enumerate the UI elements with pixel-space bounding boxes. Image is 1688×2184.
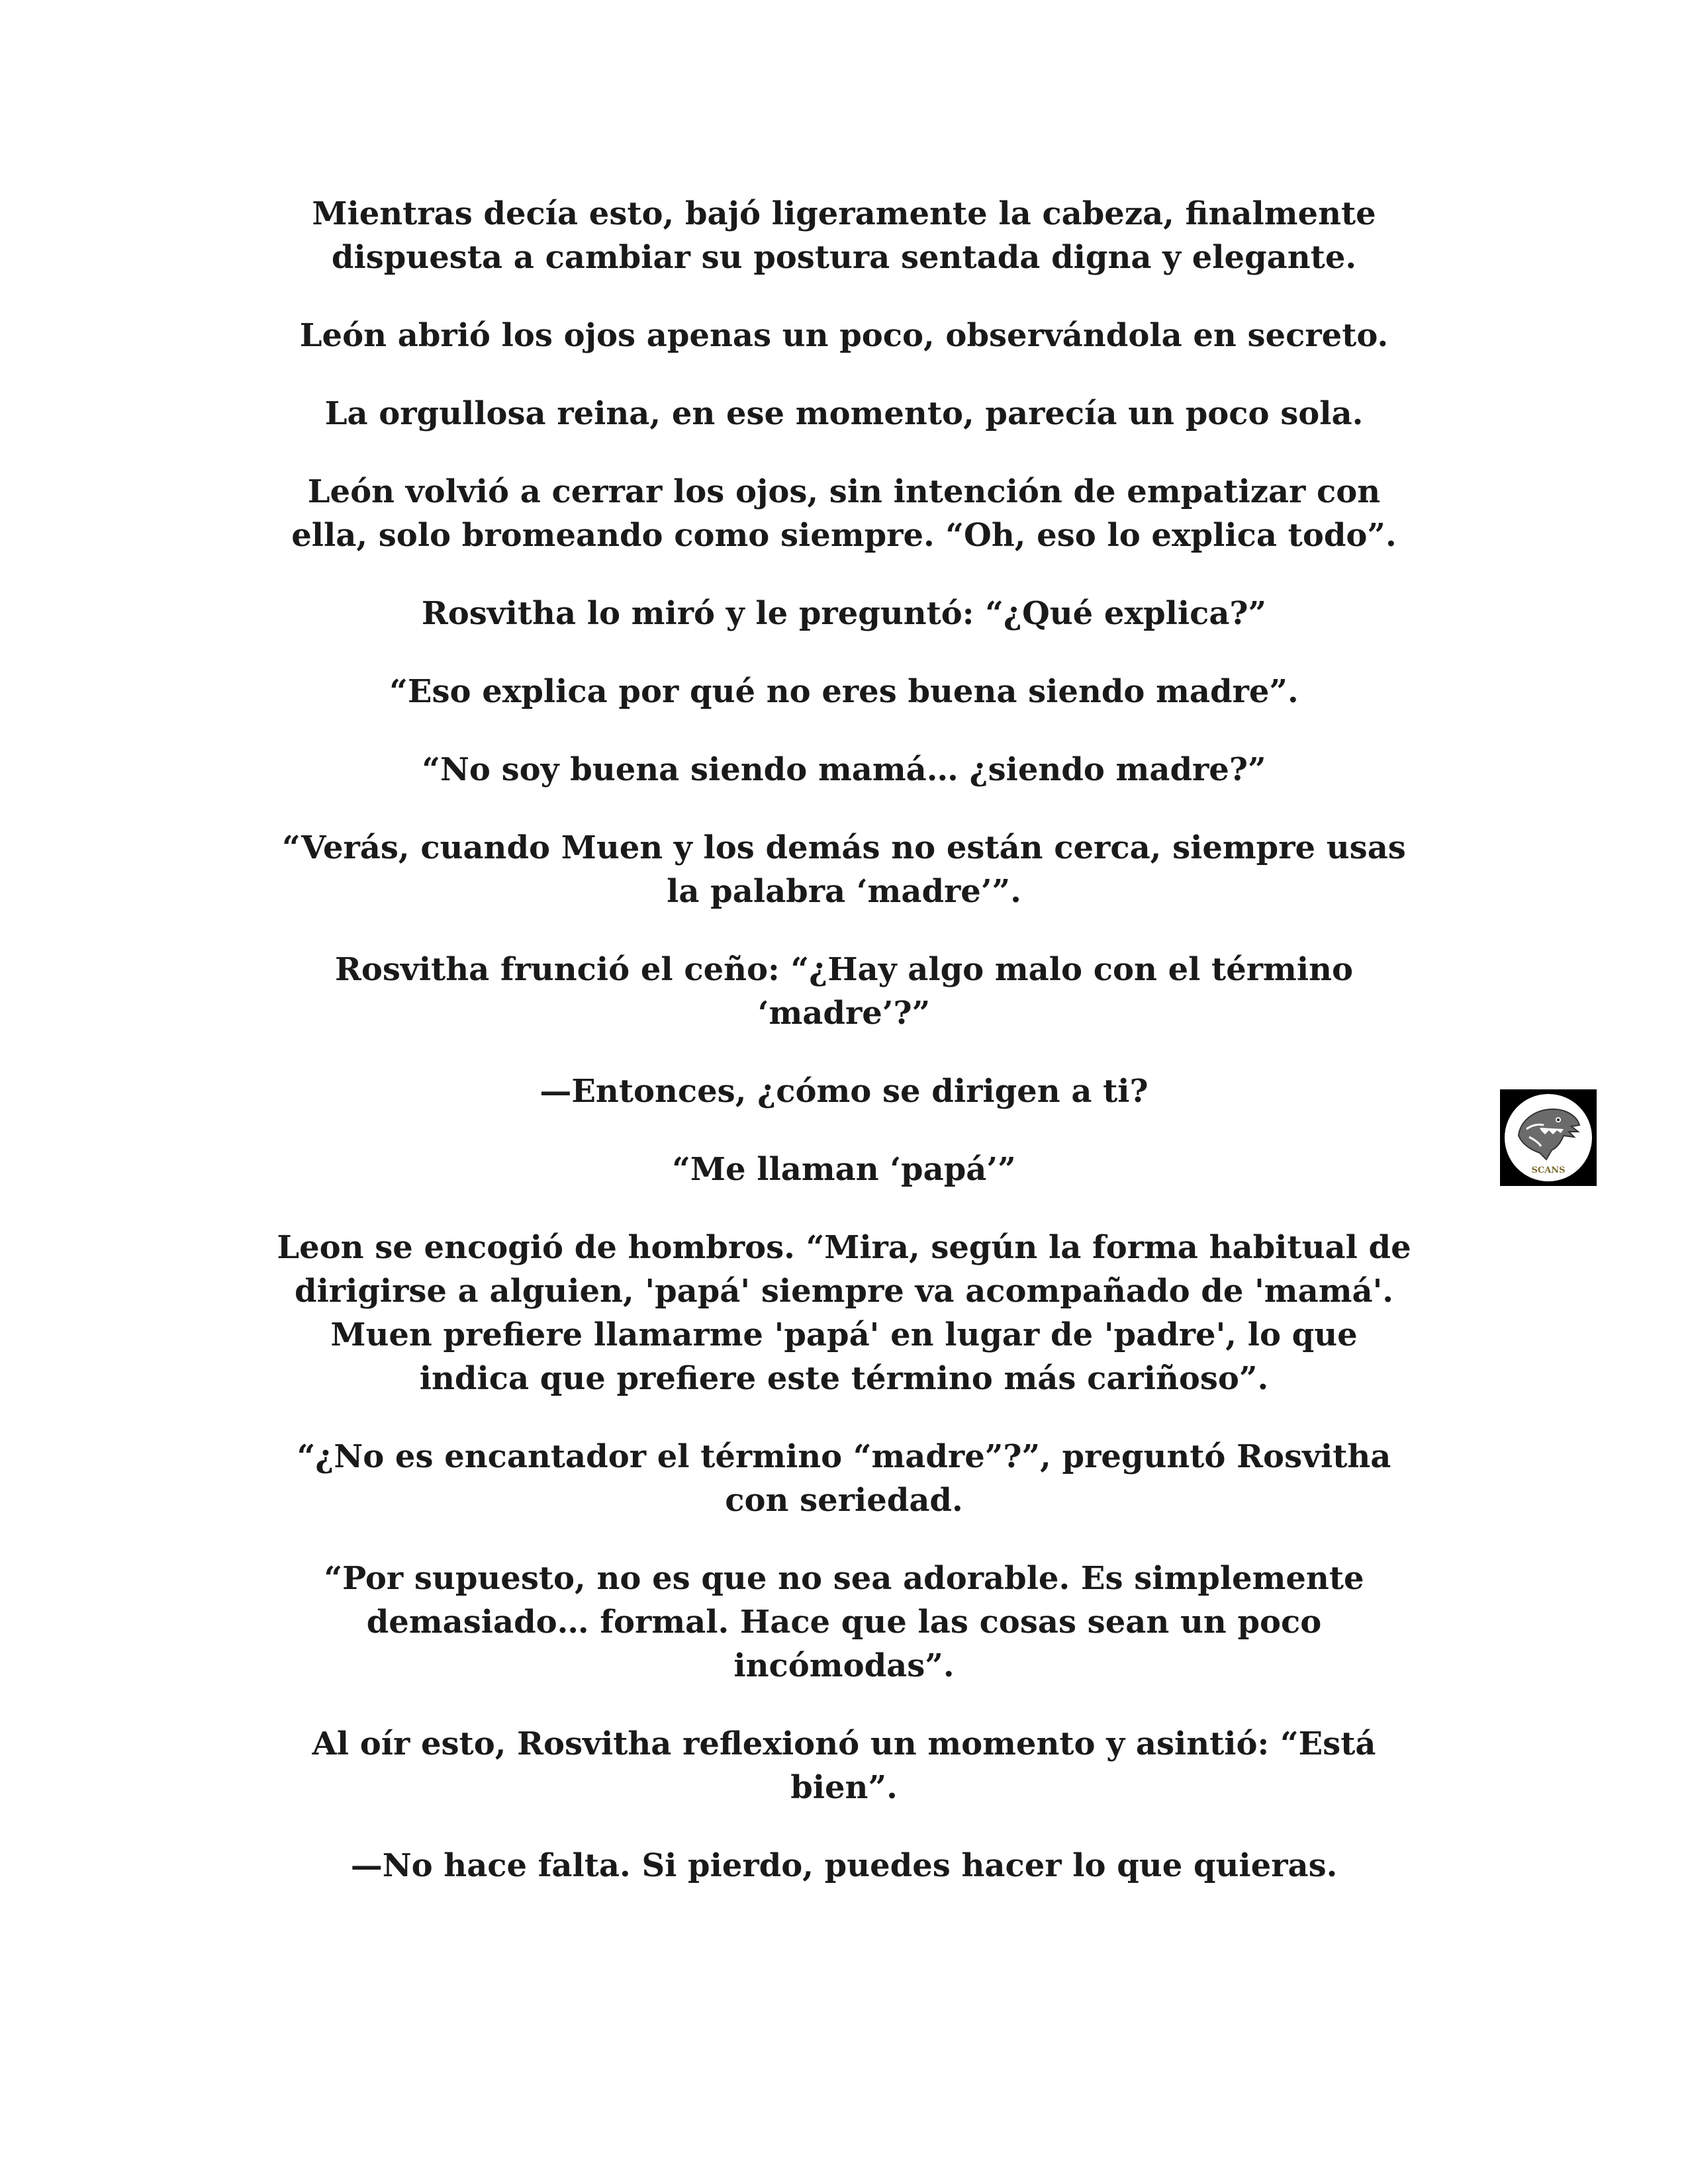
paragraph: León volvió a cerrar los ojos, sin intención de empatizar con ella, solo bromeando como siempre. “Oh, eso lo explica todo”. [291, 473, 1397, 554]
paragraph: Mientras decía esto, bajó ligeramente la cabeza, finalmente dispuesta a cambiar su postura sentada digna y elegante. [312, 195, 1376, 276]
paragraph: Al oír esto, Rosvitha reflexionó un momento y asintió: “Está bien”. [312, 1725, 1376, 1806]
paragraph: León abrió los ojos apenas un poco, observándola en secreto. [299, 317, 1389, 354]
paragraph: “No soy buena siendo mamá… ¿siendo madre?” [422, 751, 1266, 788]
paragraph: La orgullosa reina, en ese momento, parecía un poco sola. [324, 395, 1364, 432]
paragraph: Rosvitha lo miró y le preguntó: “¿Qué explica?” [421, 595, 1267, 632]
paragraph: Leon se encogió de hombros. “Mira, según la forma habitual de dirigirse a alguien, 'papá' siempre va acompañado de 'mamá'. Muen prefiere llamarme 'papá' en lugar de 'padre', lo que indica que prefiere este término más cariñoso”. [277, 1229, 1411, 1397]
paragraph: “Verás, cuando Muen y los demás no están cerca, siempre usas la palabra ‘madre’”. [282, 829, 1406, 910]
paragraph: —Entonces, ¿cómo se dirigen a ti? [539, 1073, 1149, 1110]
paragraph: “Me llaman ‘papá’” [672, 1151, 1016, 1188]
scans-watermark-logo [1500, 1089, 1597, 1186]
paragraph: “Eso explica por qué no eres buena siendo madre”. [389, 673, 1299, 710]
paragraph: “¿No es encantador el término “madre”?”, preguntó Rosvitha con seriedad. [297, 1438, 1391, 1519]
watermark-text: SCANS [1531, 1165, 1566, 1175]
dinosaur-head-logo-icon [1500, 1089, 1597, 1186]
story-text [218, 192, 1470, 1922]
paragraph: “Por supuesto, no es que no sea adorable. Es simplemente demasiado… formal. Hace que las cosas sean un poco incómodas”. [324, 1560, 1364, 1684]
paragraph: —No hace falta. Si pierdo, puedes hacer lo que quieras. [350, 1847, 1338, 1884]
paragraph: Rosvitha frunció el ceño: “¿Hay algo malo con el término ‘madre’?” [335, 951, 1353, 1032]
